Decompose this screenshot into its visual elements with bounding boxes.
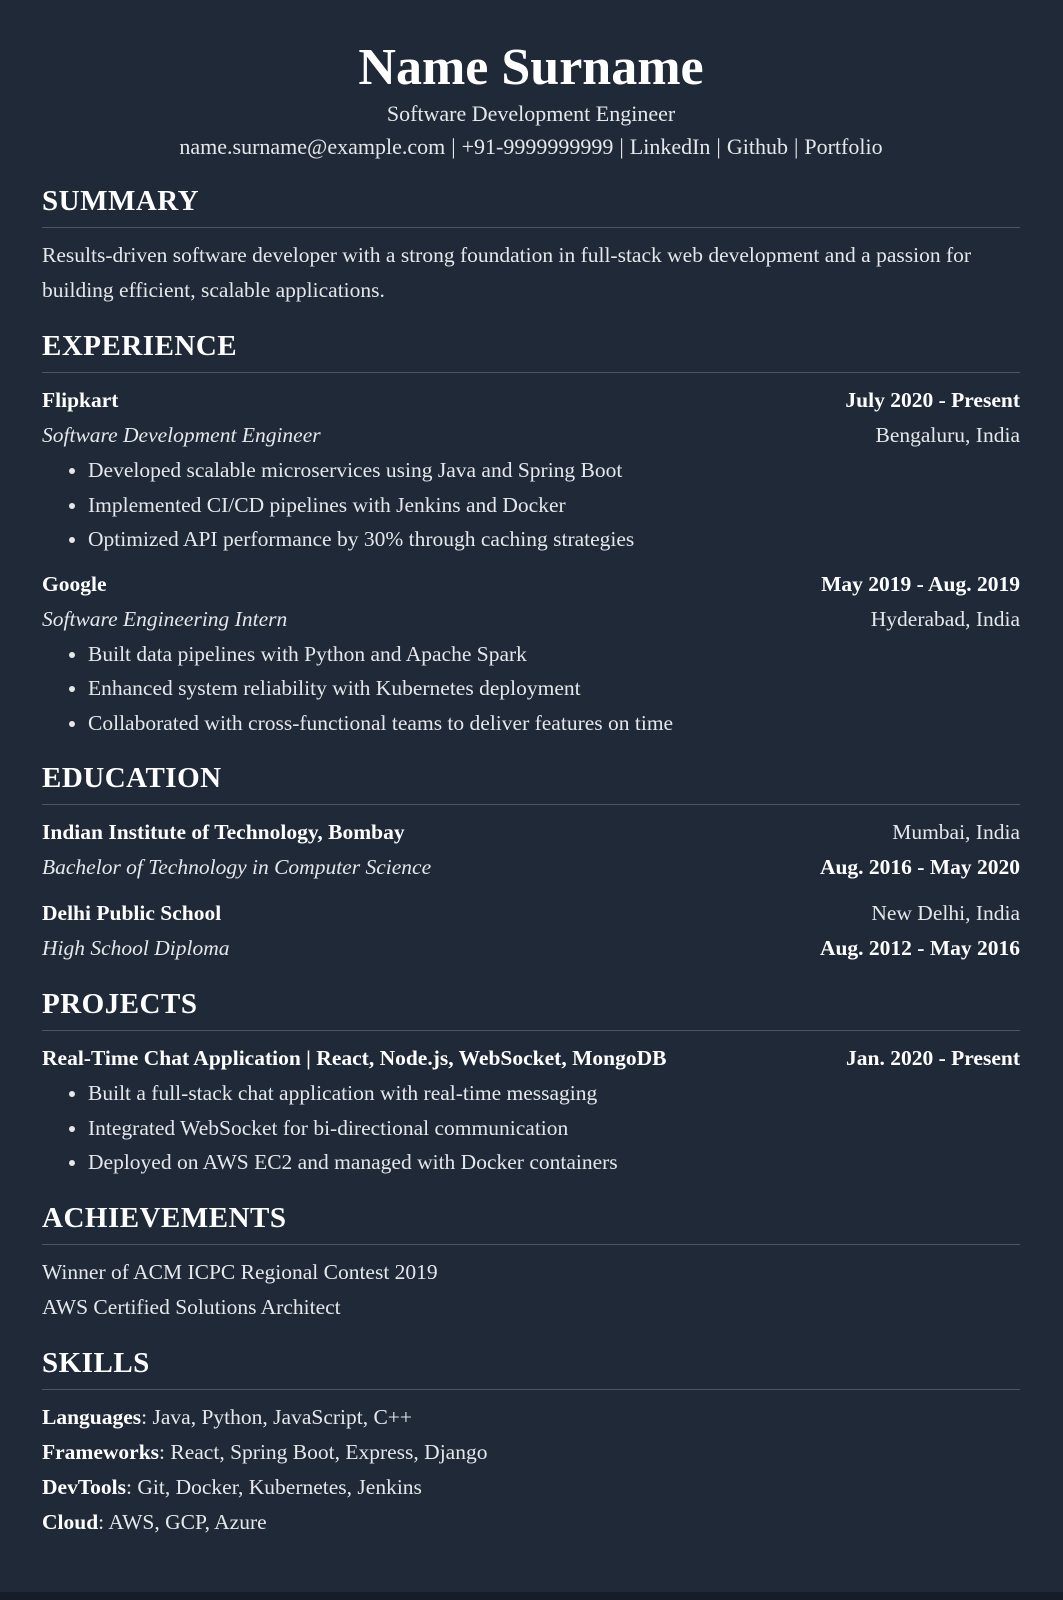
candidate-name: Name Surname [358, 39, 704, 96]
education-section [42, 760, 1020, 966]
date-range: July 2020 - Present [845, 388, 1020, 412]
projects-list [42, 1041, 1020, 1180]
projects-section [42, 986, 1020, 1180]
section-title: EDUCATION [42, 760, 1020, 805]
school-name: Indian Institute of Technology, Bombay [42, 820, 405, 844]
bullet-item: • Integrated WebSocket for bi-directional communication [88, 1111, 1020, 1146]
skill-values: : AWS, GCP, Azure [98, 1509, 267, 1534]
location: New Delhi, India [871, 901, 1020, 925]
date-range: Aug. 2016 - May 2020 [819, 855, 1020, 879]
entry-subheader-row [42, 418, 1020, 453]
section-title: SKILLS [42, 1345, 1020, 1390]
entry-header-row [42, 567, 1020, 602]
job-role: Software Development Engineer [42, 423, 321, 447]
company-name: Google [42, 571, 107, 596]
project-name: Real-Time Chat Application | React, Node.js, WebSocket, MongoDB [42, 1046, 667, 1070]
section-title: EXPERIENCE [42, 328, 1020, 373]
bullet-item: • Built a full-stack chat application with real-time messaging [88, 1076, 1020, 1111]
skill-category: Cloud [42, 1509, 99, 1534]
bullet-list [42, 453, 1020, 557]
location: Mumbai, India [892, 820, 1020, 844]
job-role: Software Engineering Intern [42, 606, 288, 631]
resume-content [42, 38, 1020, 1540]
experience-section [42, 328, 1020, 740]
skill-values: : Java, Python, JavaScript, C++ [141, 1404, 413, 1429]
skills-list [42, 1400, 1020, 1540]
section-title: SUMMARY [42, 183, 1020, 228]
bullet-item: • Optimized API performance by 30% through caching strategies [88, 522, 1020, 557]
experience-list [42, 383, 1020, 740]
section-title: PROJECTS [42, 986, 1020, 1031]
bottom-strip [0, 1592, 1063, 1600]
skill-line [42, 1400, 1020, 1435]
entry-header-row [42, 1041, 1020, 1076]
degree: High School Diploma [42, 936, 230, 960]
entry-subheader-row [42, 931, 1020, 966]
contact-line [42, 131, 1020, 163]
bullet-item: • Built data pipelines with Python and Apache Spark [88, 637, 1020, 672]
achievements-list [42, 1255, 1020, 1325]
section-title: ACHIEVEMENTS [42, 1200, 1020, 1245]
bullet-item: • Implemented CI/CD pipelines with Jenkins and Docker [88, 488, 1020, 523]
resume-header [42, 38, 1020, 163]
entry-header-row [42, 896, 1020, 931]
education-entry [42, 815, 1020, 885]
skill-values: : Git, Docker, Kubernetes, Jenkins [126, 1474, 422, 1499]
skill-category: Frameworks [42, 1439, 160, 1464]
candidate-title: Software Development Engineer [386, 101, 676, 126]
entry-header-row [42, 815, 1020, 850]
separator: | [793, 134, 799, 159]
portfolio-link[interactable]: Portfolio [804, 134, 883, 159]
date-range: May 2019 - Aug. 2019 [821, 571, 1020, 596]
skill-category: DevTools [42, 1474, 127, 1499]
separator: | [619, 134, 624, 159]
education-entry [42, 896, 1020, 966]
skill-category: Languages [42, 1404, 142, 1429]
entry-subheader-row [42, 602, 1020, 637]
bullet-item: • Enhanced system reliability with Kubernetes deployment [88, 671, 1020, 706]
entry-subheader-row [42, 850, 1020, 885]
separator: | [451, 134, 456, 159]
achievement-item: AWS Certified Solutions Architect [42, 1294, 341, 1319]
project-entry [42, 1041, 1020, 1180]
entry-header-row [42, 383, 1020, 418]
skill-line [42, 1470, 1020, 1505]
bullet-item: • Developed scalable microservices using Java and Spring Boot [88, 453, 1020, 488]
skill-line [42, 1435, 1020, 1470]
achievement-item: Winner of ACM ICPC Regional Contest 2019 [42, 1259, 438, 1284]
degree: Bachelor of Technology in Computer Science [42, 855, 432, 879]
school-name: Delhi Public School [42, 901, 222, 925]
location: Bengaluru, India [875, 423, 1020, 447]
achievements-section [42, 1200, 1020, 1325]
bullet-item: • Collaborated with cross-functional teams to deliver features on time [88, 706, 1020, 741]
email-link[interactable]: name.surname@example.com [179, 134, 446, 159]
bullet-list [42, 1076, 1020, 1180]
date-range: Jan. 2020 - Present [846, 1046, 1020, 1070]
summary-section [42, 183, 1020, 308]
separator: | [716, 134, 721, 159]
education-list [42, 815, 1020, 966]
skills-section [42, 1345, 1020, 1540]
github-link[interactable]: Github [726, 134, 788, 159]
location: Hyderabad, India [870, 606, 1020, 631]
bullet-item: • Deployed on AWS EC2 and managed with Docker containers [88, 1145, 1020, 1180]
company-name: Flipkart [42, 388, 119, 412]
experience-entry [42, 383, 1020, 557]
skill-values: : React, Spring Boot, Express, Django [159, 1439, 488, 1464]
linkedin-link[interactable]: LinkedIn [629, 134, 711, 159]
summary-text: Results-driven software developer with a strong foundation in full-stack web development and a passion for building efficient, scalable applications. [42, 243, 972, 302]
phone-number: +91-9999999999 [461, 134, 614, 159]
bullet-list [42, 637, 1020, 741]
date-range: Aug. 2012 - May 2016 [819, 936, 1020, 960]
skill-line [42, 1505, 1020, 1540]
experience-entry [42, 567, 1020, 741]
